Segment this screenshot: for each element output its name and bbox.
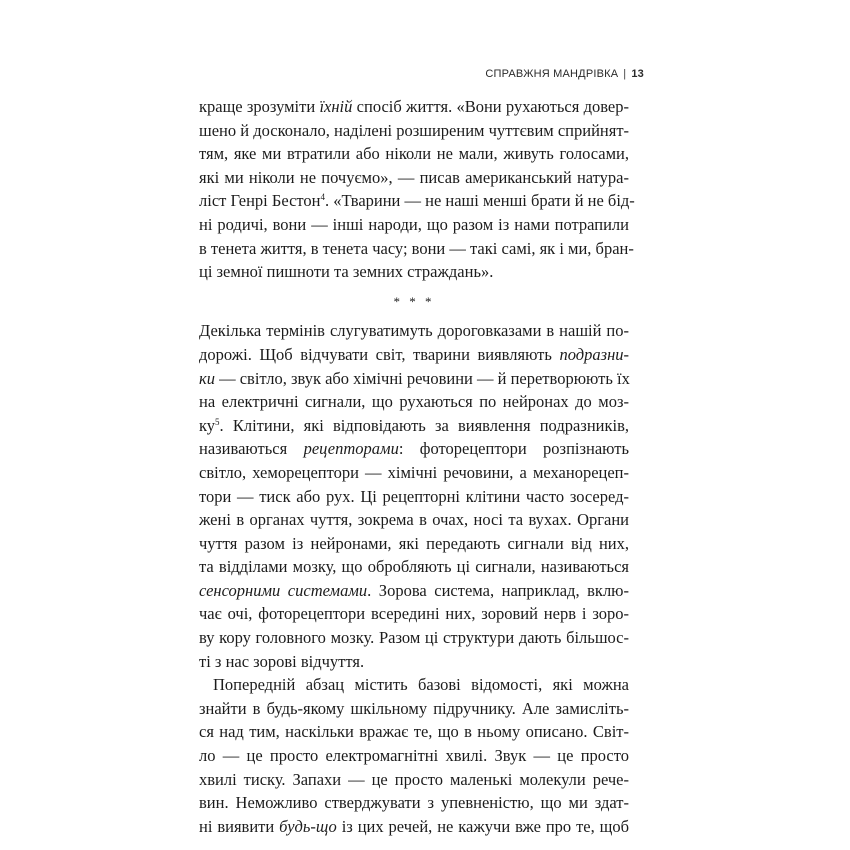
- text-run: світло, хеморецептори — хімічні речовини, а механорецеп-: [199, 462, 629, 482]
- text-run: жені в органах чуття, зокрема в очах, носі та вухах. Органи: [199, 510, 629, 530]
- text-run: ті з нас зорові відчуття.: [199, 651, 365, 671]
- text-line: [199, 414, 629, 438]
- text-run: чуття разом із нейронами, які передають сигнали від них,: [199, 533, 629, 553]
- text-run: тори — тиск або рух. Ці рецепторні клітини часто зосеред-: [199, 486, 629, 506]
- text-run: та відділами мозку, що обробляють ці сигнали, називаються: [199, 557, 629, 577]
- italic-term: їхній: [319, 97, 353, 116]
- paragraph-3: [199, 673, 629, 838]
- text-line: [199, 319, 629, 343]
- header-separator: |: [623, 68, 627, 80]
- text-run: ліст Генрі Бестон: [199, 191, 321, 211]
- paragraph-2: [199, 319, 629, 673]
- text-run: дорожі. Щоб відчувати світ, тварини виявляють: [199, 344, 560, 364]
- text-line: [199, 461, 629, 485]
- text-line: [199, 720, 629, 744]
- text-run: ло — це просто електромагнітні хвилі. Звук — це просто: [199, 746, 629, 766]
- text-run: : фоторецептори розпізнають: [398, 439, 629, 459]
- text-run: . Клітини, які відповідають за виявлення подразників,: [219, 415, 629, 435]
- text-line: [199, 237, 634, 261]
- text-line: [199, 744, 629, 768]
- text-line: [199, 602, 629, 626]
- text-line: [199, 815, 629, 839]
- text-line: [199, 579, 629, 603]
- text-run: ся над тим, наскільки вражає те, що в ньому описано. Світ-: [199, 722, 629, 742]
- text-run: — світло, звук або хімічні речовини — й перетворюють їх: [214, 368, 630, 388]
- body-text: [199, 95, 635, 838]
- section-break: * * *: [393, 293, 435, 309]
- italic-term: будь-що: [279, 816, 337, 836]
- paragraph-1: [199, 95, 635, 284]
- text-line: [199, 166, 629, 190]
- italic-term: сенсорними системами: [199, 580, 368, 600]
- text-run: хвилі тиску. Запахи — це просто маленькі молекули рече-: [199, 769, 629, 789]
- footnote-ref: 5: [215, 416, 220, 427]
- text-run: тям, яке ми втратили або ніколи не мали, живуть голосами,: [199, 144, 629, 164]
- text-line: [199, 650, 629, 674]
- text-line: [199, 508, 629, 532]
- text-run: знайти в будь-якому шкільному підручнику. Але замисліть-: [199, 698, 629, 718]
- text-run: Декілька термінів слугуватимуть дороговказами в нашій по-: [199, 321, 629, 341]
- text-run: ні виявити: [199, 816, 280, 836]
- text-run: ні родичі, вони — інші народи, що разом із нами потрапили: [199, 214, 629, 234]
- text-line: [199, 485, 629, 509]
- text-line: [199, 626, 629, 650]
- text-line: [199, 390, 629, 414]
- text-line: [199, 532, 629, 556]
- chapter-title: СПРАВЖНЯ МАНДРІВКА: [485, 68, 619, 80]
- text-line: [199, 189, 635, 213]
- text-run: які ми ніколи не почуємо», — писав американський натура-: [199, 167, 629, 187]
- italic-term: подразни-: [559, 344, 629, 364]
- text-line: [199, 142, 629, 166]
- text-line: [199, 437, 629, 461]
- text-line: [199, 343, 629, 367]
- text-run: чає очі, фоторецептори всередині них, зоровий нерв і зоро-: [199, 604, 629, 624]
- italic-term: рецепторами: [303, 439, 399, 459]
- text-run: Попередній абзац містить базові відомості, які можна: [213, 675, 629, 695]
- text-run: із цих речей, не кажучи вже про те, щоб: [336, 816, 629, 836]
- text-run: ву кору головного мозку. Разом ці структури дають більшос-: [199, 628, 629, 648]
- text-run: шено й досконало, наділені розширеним чуттєвим сприйнят-: [199, 120, 630, 140]
- text-run: вин. Неможливо стверджувати з упевненістю, що ми здат-: [199, 793, 629, 813]
- running-header: [485, 68, 644, 80]
- text-run: . «Тварини — не наші менші брати й не бід-: [324, 191, 635, 211]
- text-line: [199, 119, 629, 143]
- text-line: [199, 555, 629, 579]
- text-line: [199, 213, 629, 237]
- text-run: спосіб життя. «Вони рухаються довер-: [352, 97, 629, 116]
- text-line: [199, 791, 629, 815]
- text-line: [199, 697, 629, 721]
- text-run: ку: [199, 415, 216, 435]
- italic-term: ки: [199, 368, 215, 388]
- page-number: 13: [631, 68, 644, 80]
- text-run: в тенета життя, в тенета часу; вони — такі самі, як і ми, бран-: [199, 238, 634, 258]
- text-run: називаються: [199, 439, 304, 459]
- text-run: краще зрозуміти: [199, 97, 320, 116]
- text-line: [199, 768, 629, 792]
- text-line: [199, 260, 629, 284]
- text-run: на електричні сигнали, що рухаються по нейронах до моз-: [199, 392, 629, 412]
- text-run: . Зорова система, наприклад, вклю-: [367, 580, 630, 600]
- text-run: ці земної пишноти та земних страждань».: [199, 262, 494, 282]
- text-line: [199, 367, 629, 391]
- footnote-ref: 4: [320, 192, 325, 203]
- text-line: [199, 673, 629, 697]
- text-line: [199, 95, 629, 119]
